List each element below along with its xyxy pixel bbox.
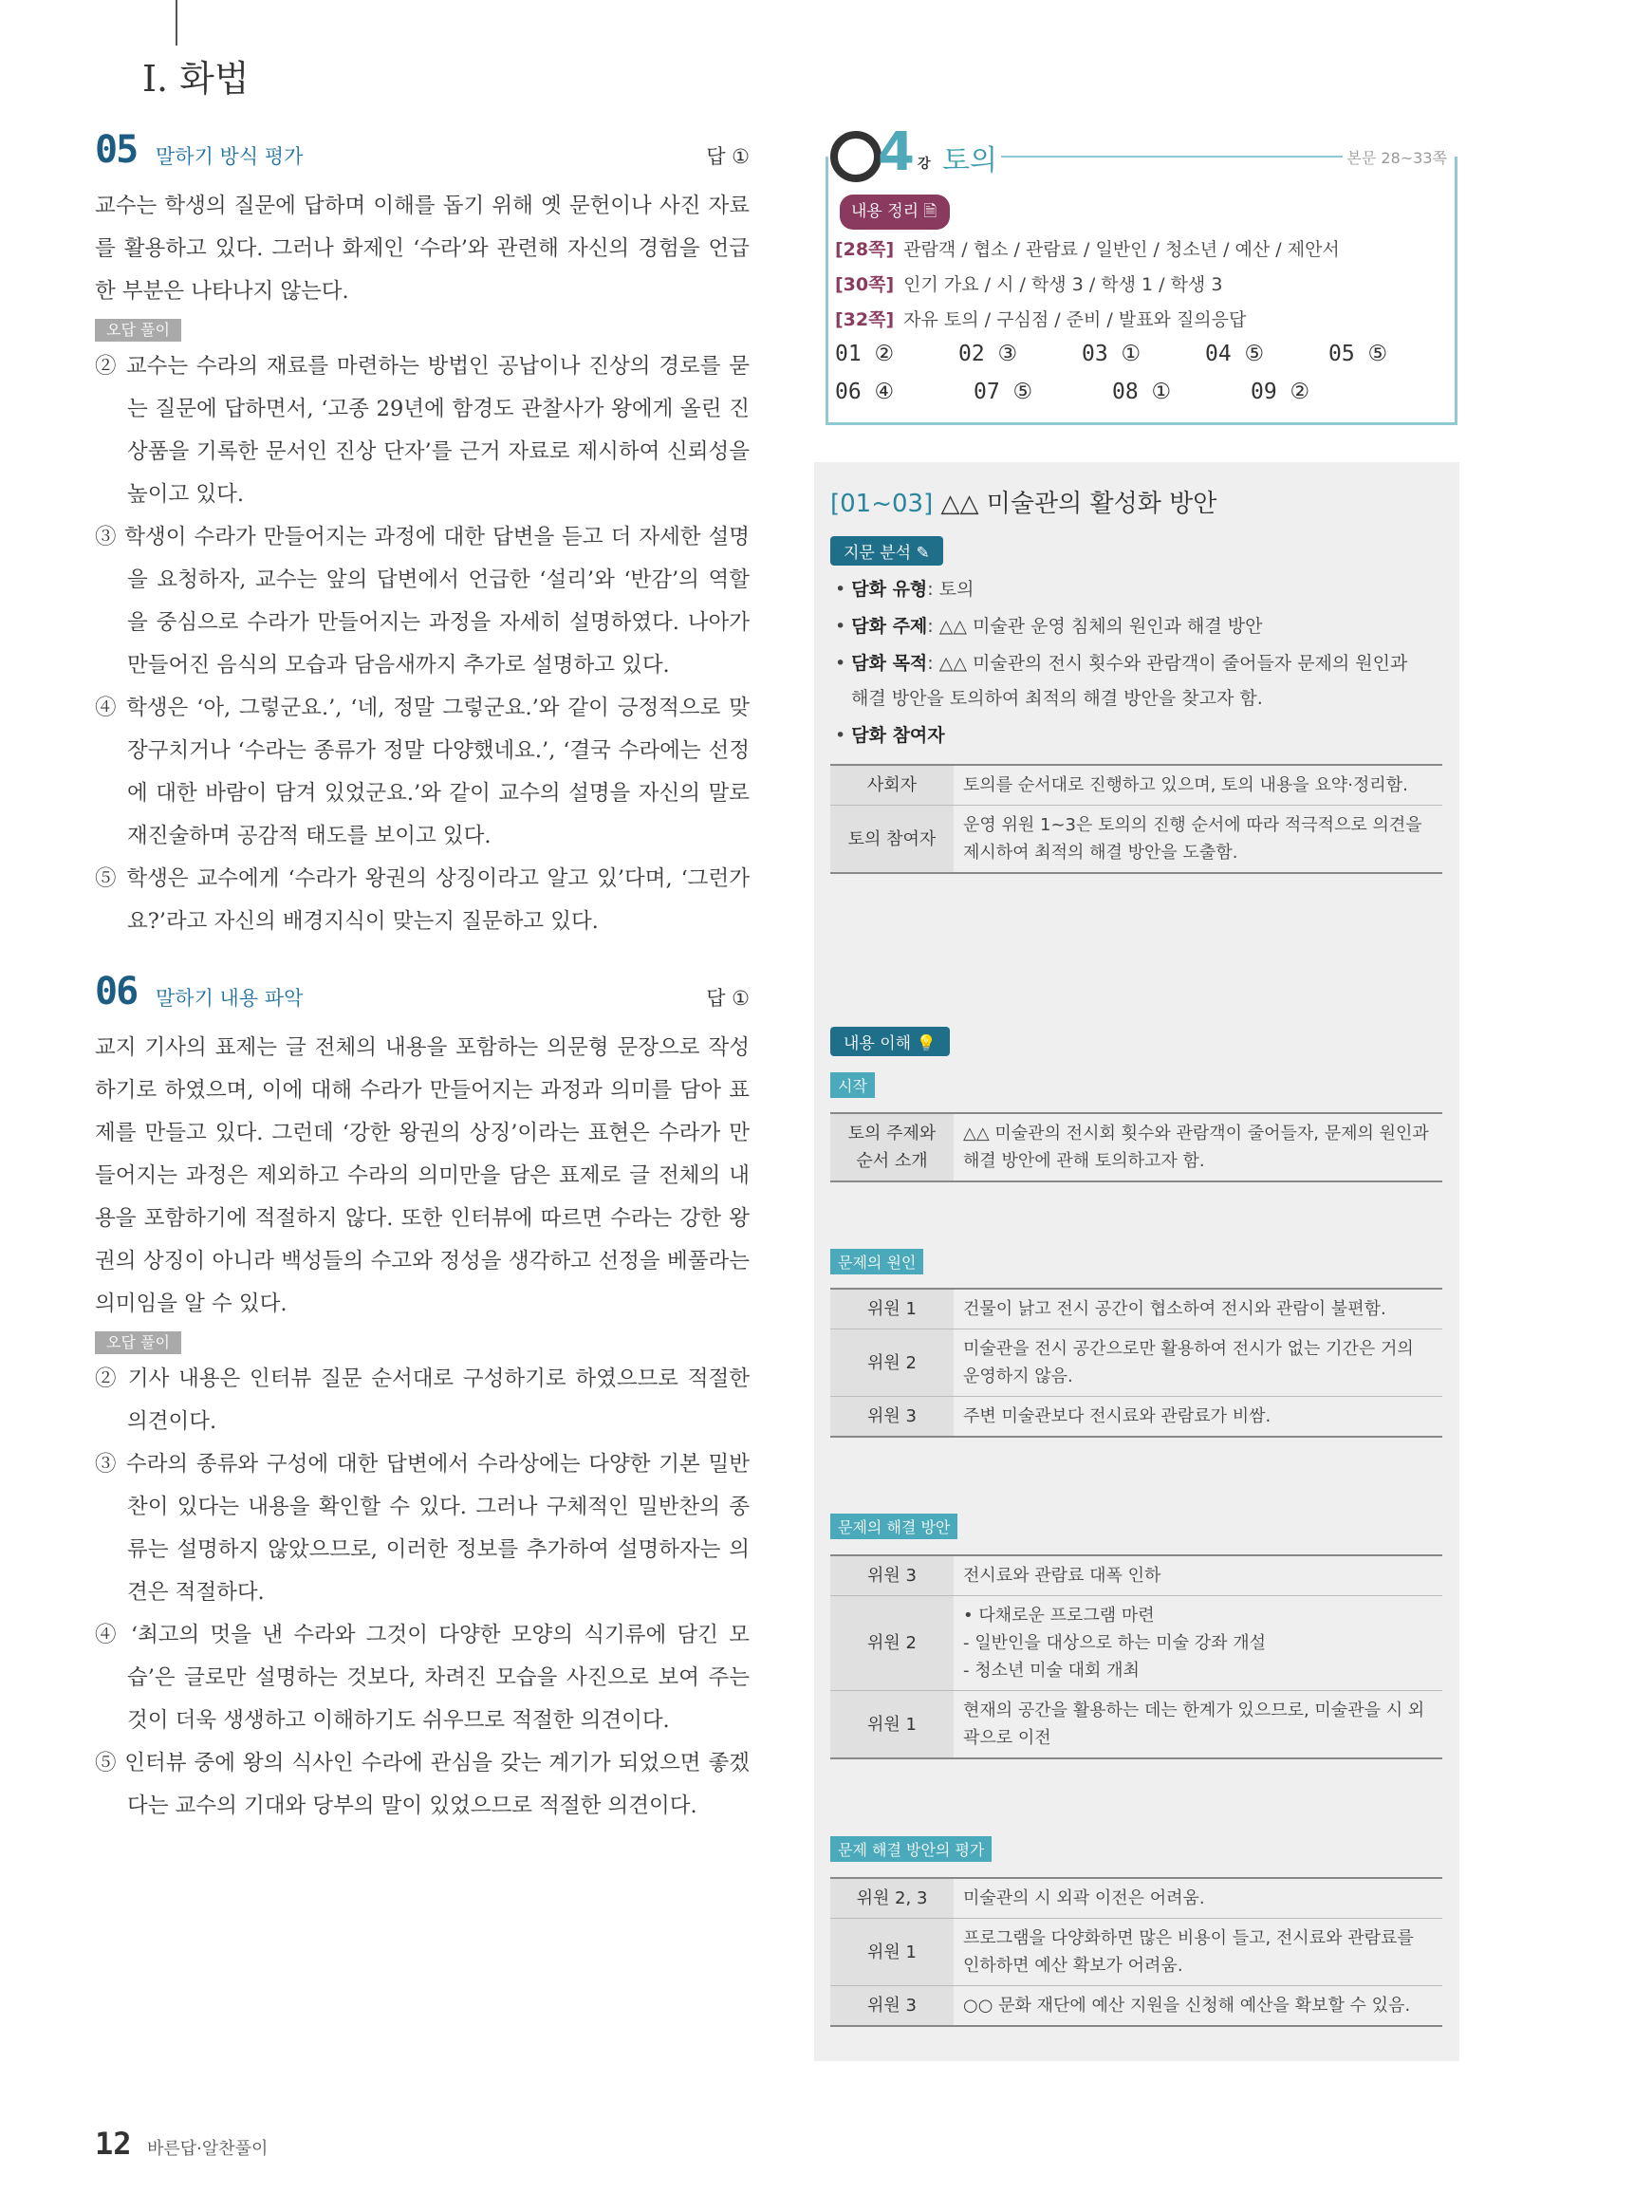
- answer-cell: 08 ①: [1112, 380, 1172, 404]
- table-row: 위원 1 현재의 공간을 활용하는 데는 한계가 있으므로, 미술관을 시 외곽으로 이전: [830, 1691, 1442, 1759]
- answer-cell: 03 ①: [1082, 342, 1142, 366]
- lesson-title: 토의: [942, 144, 997, 177]
- table-row: 위원 3 ○○ 문화 재단에 예산 지원을 신청해 예산을 확보할 수 있음.: [830, 1986, 1442, 2027]
- participants-table: [830, 764, 1442, 874]
- stage-label: 문제의 원인: [830, 1249, 923, 1274]
- evaluation-table: [830, 1877, 1442, 2027]
- bullet-item: • 담화 주제: △△ 미술관 운영 침체의 원인과 해결 방안: [835, 616, 1263, 637]
- table-row: 위원 2, 3 미술관의 시 외곽 이전은 어려움.: [830, 1878, 1442, 1919]
- table-row: 위원 3 전시료와 관람료 대폭 인하: [830, 1555, 1442, 1596]
- bullet-continuation: 해결 방안을 토의하여 최적의 해결 방안을 찾고자 함.: [851, 688, 1263, 709]
- answer-cell: 05 ⑤: [1328, 342, 1388, 366]
- wrong-answer-item: ② 기사 내용은 인터뷰 질문 순서대로 구성하기로 하였으므로 적절한 의견이다.: [95, 1366, 750, 1434]
- wrong-answer-item: ⑤ 학생은 교수에게 ‘수라가 왕권의 상징이라고 알고 있’다며, ‘그런가요?’라고 자신의 배경지식이 맞는지 질문하고 있다.: [95, 866, 750, 934]
- wrong-answer-item: ③ 학생이 수라가 만들어지는 과정에 대한 답변을 듣고 더 자세한 설명을 요청하자, 교수는 앞의 답변에서 언급한 ‘설리’와 ‘반감’의 역할을 중심으로 수라가 만들어지는 과정을 자세히 설명하였다. 나아가 만들어진 음식의 모습과 담음새까지 추가로 설명하고 있다.: [95, 525, 750, 678]
- table-row: 위원 2 미술관을 전시 공간으로만 활용하여 전시가 없는 기간은 거의 운영하지 않음.: [830, 1329, 1442, 1397]
- lightbulb-icon: 💡: [916, 1034, 937, 1053]
- summary-line: [28쪽] 관람객 / 협소 / 관람료 / 일반인 / 청소년 / 예산 / 제안서: [835, 239, 1340, 260]
- explanation-body: 교지 기사의 표제는 글 전체의 내용을 포함하는 의문형 문장으로 작성하기로 하였으며, 이에 대해 수라가 만들어지는 과정과 의미를 담아 표제를 만들고 있다. 그런데 ‘강한 왕권의 상징’이라는 표현은 수라가 만들어지는 과정은 제외하고 수라의 의미만을 담은 표제로 글 전체의 내용을 포함하기에 적절하지 않다. 또한 인터뷰에 따르면 수라는 강한 왕권의 상징이 아니라 백성들의 수고와 정성을 생각하고 선정을 베풀라는 의미임을 알 수 있다.: [95, 1035, 750, 1316]
- explanation-body: 교수는 학생의 질문에 답하며 이해를 돕기 위해 옛 문헌이나 사진 자료를 활용하고 있다. 그러나 화제인 ‘수라’와 관련해 자신의 경험을 언급한 부분은 나타나지 않는다.: [95, 194, 750, 304]
- left-column: [95, 128, 750, 1828]
- panel-title: [01~03] △△ 미술관의 활성화 방안: [830, 490, 1217, 518]
- answer-cell: 09 ②: [1251, 380, 1310, 404]
- wrong-answer-item: ③ 수라의 종류와 구성에 대한 답변에서 수라상에는 다양한 기본 밀반찬이 있다는 내용을 확인할 수 있다. 그러나 구체적인 밀반찬의 종류는 설명하지 않았으므로, 이러한 정보를 추가하여 설명하자는 의견은 적절하다.: [95, 1452, 750, 1605]
- summary-line: [32쪽] 자유 토의 / 구심점 / 준비 / 발표와 질의응답: [835, 309, 1247, 330]
- stage-label: 문제의 해결 방안: [830, 1514, 957, 1539]
- top-divider: [176, 0, 177, 46]
- table-row: 위원 3 주변 미술관보다 전시료와 관람료가 비쌈.: [830, 1397, 1442, 1438]
- start-table: [830, 1112, 1442, 1182]
- badge-label: 내용 정리: [851, 202, 919, 221]
- stage-label: 문제 해결 방안의 평가: [830, 1836, 992, 1862]
- bullet-item: • 담화 유형: 토의: [835, 579, 974, 600]
- answer-cell: 02 ③: [958, 342, 1018, 366]
- table-row: 위원 1 건물이 낡고 전시 공간이 협소하여 전시와 관람이 불편함.: [830, 1289, 1442, 1329]
- footer-text: 바른답·알찬풀이: [147, 2139, 269, 2159]
- question-05: [95, 128, 750, 943]
- page-reference: 본문 28~33쪽: [1346, 149, 1447, 167]
- table-row: 토의 참여자 운영 위원 1~3은 토의의 진행 순서에 따라 적극적으로 의견을 제시하여 최적의 해결 방안을 도출함.: [830, 806, 1442, 874]
- table-row: 사회자 토의를 순서대로 진행하고 있으며, 토의 내용을 요약·정리함.: [830, 765, 1442, 806]
- lesson-number: 4: [878, 121, 915, 183]
- answer-cell: 07 ⑤: [974, 380, 1033, 404]
- answer-label: 답 ①: [706, 987, 750, 1010]
- content-summary-badge: [840, 195, 950, 230]
- wrong-answer-label: 오답 풀이: [95, 1331, 181, 1354]
- stage-label: 시작: [830, 1072, 875, 1098]
- table-row: 토의 주제와 순서 소개 △△ 미술관의 전시회 횟수와 관람객이 줄어들자, 문제의 원인과 해결 방안에 관해 토의하고자 함.: [830, 1113, 1442, 1181]
- question-06: [95, 970, 750, 1828]
- table-row: 위원 1 프로그램을 다양화하면 많은 비용이 들고, 전시료와 관람료를 인하하면 예산 확보가 어려움.: [830, 1919, 1442, 1986]
- wrong-answer-item: ② 교수는 수라의 재료를 마련하는 방법인 공납이나 진상의 경로를 묻는 질문에 답하면서, ‘고종 29년에 함경도 관찰사가 왕에게 올린 진상품을 기록한 문서인 진상 단자’를 근거 자료로 제시하여 신뢰성을 높이고 있다.: [95, 354, 750, 507]
- answer-label: 답 ①: [706, 145, 750, 168]
- answer-cell: 06 ④: [835, 380, 895, 404]
- answer-grid: [835, 342, 1452, 418]
- header-rule: [1001, 156, 1343, 158]
- question-title: 말하기 방식 평가: [156, 145, 304, 168]
- bullet-item: • 담화 목적: △△ 미술관의 전시 횟수와 관람객이 줄어들자 문제의 원인과: [835, 653, 1408, 674]
- summary-line: [30쪽] 인기 가요 / 시 / 학생 3 / 학생 1 / 학생 3: [835, 274, 1223, 295]
- section-title: I. 화법: [142, 58, 250, 100]
- notebook-icon: 🗎: [923, 202, 937, 221]
- answer-cell: 04 ⑤: [1205, 342, 1265, 366]
- lesson-zero-digit: [830, 131, 882, 182]
- wrong-answer-item: ④ 학생은 ‘아, 그렇군요.’, ‘네, 정말 그렇군요.’와 같이 긍정적으로 맞장구치거나 ‘수라는 종류가 정말 다양했네요.’, ‘결국 수라에는 선정에 대한 바람이 담겨 있었군요.’와 같이 교수의 설명을 자신의 말로 재진술하며 공감적 태도를 보이고 있다.: [95, 696, 750, 848]
- solution-table: [830, 1554, 1442, 1759]
- wrong-answer-item: ⑤ 인터뷰 중에 왕의 식사인 수라에 관심을 갖는 계기가 되었으면 좋겠다는 교수의 기대와 당부의 말이 있었으므로 적절한 의견이다.: [95, 1751, 750, 1818]
- question-number: 05: [95, 128, 138, 172]
- table-row: 위원 2 • 다채로운 프로그램 마련 - 일반인을 대상으로 하는 미술 강좌 개설 - 청소년 미술 대회 개최: [830, 1596, 1442, 1691]
- lesson-header: [830, 121, 1457, 183]
- lesson-suffix: 강: [918, 157, 931, 172]
- wrong-answer-item: ④ ‘최고의 멋을 낸 수라와 그것이 다양한 모양의 식기류에 담긴 모습’은 글로만 설명하는 것보다, 차려진 모습을 사진으로 보여 주는 것이 더욱 생생하고 이해하기도 쉬우므로 적절한 의견이다.: [95, 1623, 750, 1733]
- content-understanding-badge: 내용 이해 💡: [830, 1027, 950, 1056]
- answer-cell: 01 ②: [835, 342, 895, 366]
- question-number: 06: [95, 970, 138, 1013]
- bullet-item: • 담화 참여자: [835, 725, 945, 746]
- text-analysis-badge: 지문 분석 ✎: [830, 536, 943, 566]
- page-number: 12: [95, 2126, 132, 2162]
- question-title: 말하기 내용 파악: [156, 987, 304, 1010]
- cause-table: [830, 1288, 1442, 1438]
- pencil-icon: ✎: [916, 544, 930, 563]
- wrong-answer-label: 오답 풀이: [95, 319, 181, 342]
